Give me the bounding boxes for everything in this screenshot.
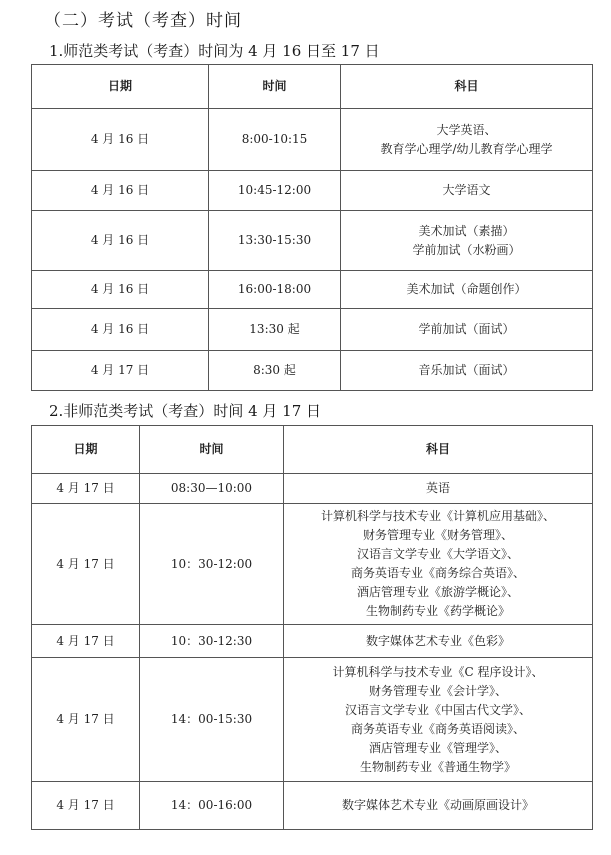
cell-time: 8:00-10:15 [209, 109, 341, 171]
cell-date: 4 月 17 日 [32, 474, 140, 504]
subject-line: 计算机科学与技术专业《计算机应用基础》、 [320, 509, 555, 523]
table-row [32, 271, 593, 309]
subject-line: 数字媒体艺术专业《色彩》 [365, 633, 510, 648]
subject-line: 汉语言文学专业《中国古代文学》、 [344, 702, 531, 717]
cell-time: 8:30 起 [209, 351, 341, 391]
cell-time: 10:45-12:00 [209, 171, 341, 211]
subject-line: 财务管理专业《会计学》、 [368, 683, 507, 698]
subject-line: 音乐加试（面试） [418, 363, 515, 377]
normal-exam-table [31, 64, 593, 391]
subject-line: 生物制药专业《药学概论》 [365, 604, 510, 618]
subject-line: 商务英语专业《商务综合英语》、 [350, 566, 525, 580]
header-time: 时间 [140, 426, 284, 474]
cell-subject [284, 658, 593, 782]
cell-subject [341, 271, 593, 309]
non-normal-exam-table [31, 425, 593, 830]
cell-subject [284, 782, 593, 830]
table-row [32, 351, 593, 391]
cell-time: 14：00-15:30 [140, 658, 284, 782]
cell-date: 4 月 16 日 [32, 171, 209, 211]
cell-subject [284, 504, 593, 625]
table-header-row [32, 65, 593, 109]
table-row [32, 625, 593, 658]
subject-line: 美术加试（命题创作） [406, 282, 527, 296]
non-normal-exam-table-body [32, 474, 593, 830]
subject-line: 生物制药专业《普通生物学》 [359, 759, 516, 774]
header-time: 时间 [209, 65, 341, 109]
cell-time: 10：30-12:00 [140, 504, 284, 625]
normal-exam-table-body [32, 109, 593, 391]
cell-date: 4 月 17 日 [32, 625, 140, 658]
table-row [32, 211, 593, 271]
cell-date: 4 月 17 日 [32, 782, 140, 830]
cell-subject [341, 211, 593, 271]
header-subject: 科目 [341, 65, 593, 109]
header-date: 日期 [32, 426, 140, 474]
header-subject: 科目 [284, 426, 593, 474]
cell-date: 4 月 16 日 [32, 211, 209, 271]
cell-date: 4 月 17 日 [32, 351, 209, 391]
subject-line: 教育学心理学/幼儿教育学心理学 [380, 141, 553, 156]
subject-line: 酒店管理专业《管理学》、 [368, 740, 507, 755]
subject-line: 财务管理专业《财务管理》、 [362, 528, 513, 542]
cell-time: 08:30—10:00 [140, 474, 284, 504]
table-row [32, 474, 593, 504]
cell-subject [284, 625, 593, 658]
cell-subject [341, 109, 593, 171]
subject-line: 计算机科学与技术专业《C 程序设计》、 [332, 664, 544, 679]
subject-line: 酒店管理专业《旅游学概论》、 [356, 585, 519, 599]
cell-subject [284, 474, 593, 504]
subject-line: 美术加试（素描） [418, 223, 515, 238]
cell-date: 4 月 16 日 [32, 109, 209, 171]
table-row [32, 504, 593, 625]
section-title: （二）考试（考查）时间 [44, 11, 242, 31]
cell-subject [341, 309, 593, 351]
cell-time: 13:30 起 [209, 309, 341, 351]
table-row [32, 171, 593, 211]
cell-time: 13:30-15:30 [209, 211, 341, 271]
table-row [32, 782, 593, 830]
subject-line: 学前加试（面试） [418, 322, 515, 336]
cell-time: 14：00-16:00 [140, 782, 284, 830]
subject-line: 商务英语专业《商务英语阅读》、 [350, 721, 525, 736]
table-row [32, 658, 593, 782]
cell-subject [341, 171, 593, 211]
subject-line: 大学语文 [442, 183, 491, 197]
table-row [32, 109, 593, 171]
normal-exam-heading: 1.师范类考试（考查）时间为 4 月 16 日至 17 日 [49, 42, 380, 60]
subject-line: 大学英语、 [436, 122, 497, 137]
non-normal-exam-heading: 2.非师范类考试（考查）时间 4 月 17 日 [49, 402, 322, 420]
cell-date: 4 月 17 日 [32, 658, 140, 782]
cell-time: 10：30-12:30 [140, 625, 284, 658]
cell-subject [341, 351, 593, 391]
cell-time: 16:00-18:00 [209, 271, 341, 309]
cell-date: 4 月 16 日 [32, 271, 209, 309]
table-row [32, 309, 593, 351]
subject-line: 数字媒体艺术专业《动画原画设计》 [341, 798, 534, 812]
cell-date: 4 月 16 日 [32, 309, 209, 351]
header-date: 日期 [32, 65, 209, 109]
table-header-row [32, 426, 593, 474]
subject-line: 汉语言文学专业《大学语文》、 [356, 547, 519, 561]
subject-line: 英语 [425, 481, 450, 495]
cell-date: 4 月 17 日 [32, 504, 140, 625]
subject-line: 学前加试（水粉画） [412, 242, 521, 257]
